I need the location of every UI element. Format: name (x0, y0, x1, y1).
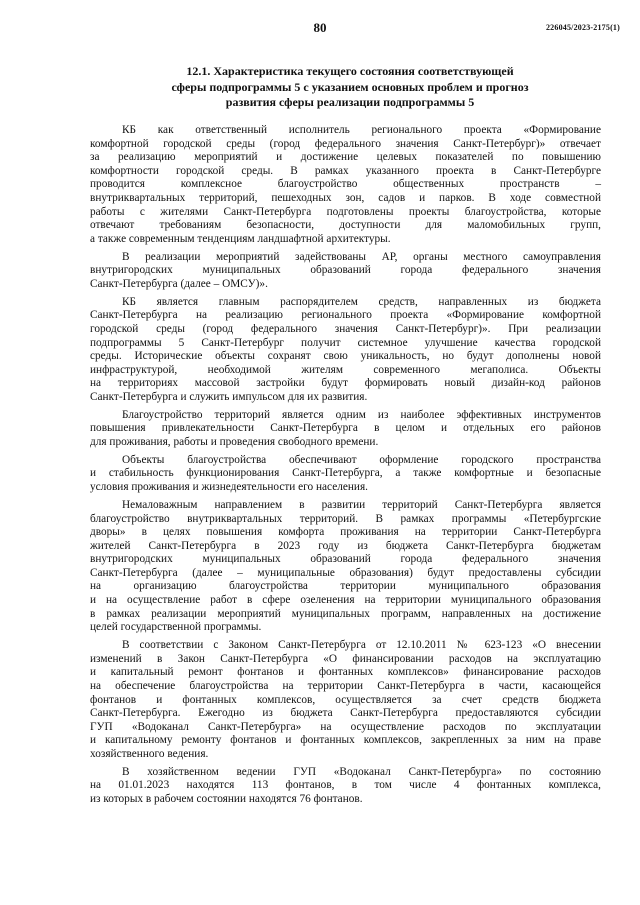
paragraph-line: комфортности городской среды. В рамках указанного проекта в Санкт-Петербурге (90, 164, 601, 177)
paragraph-line: из которых в рабочем состоянии находятся 76 фонтанов. (90, 792, 363, 805)
paragraph-line: городской среды (город федерального значения Санкт-Петербург)». При реализации (90, 322, 601, 335)
paragraph-line: жителей Санкт-Петербурга в 2023 году из бюджета Санкт-Петербурга бюджетам (90, 539, 601, 552)
paragraph-line: ГУП «Водоканал Санкт-Петербурга» на осуществление расходов по эксплуатации (90, 720, 601, 733)
section-title (140, 64, 560, 111)
paragraph-line: и капитальному ремонту фонтанов и фонтанных комплексов, закрепленных за ним на праве (90, 734, 601, 747)
paragraph-line: проводится комплексное благоустройство общественных пространств – (90, 178, 601, 191)
paragraph-line: и капитальный ремонт фонтанов и фонтанных комплексов» финансирование расходов (90, 666, 601, 679)
paragraph-line: инфраструктурой, необходимой жителям современного мегаполиса. Объекты (90, 363, 601, 376)
paragraph (90, 409, 601, 450)
paragraph-line: В реализации мероприятий задействованы АР, органы местного самоуправления (122, 250, 601, 263)
paragraph-line: Благоустройство территорий является одним из наиболее эффективных инструментов (122, 408, 601, 421)
paragraph-line: изменений в Закон Санкт-Петербурга «О финансировании расходов на эксплуатацию (90, 652, 601, 665)
paragraph (90, 499, 601, 635)
paragraph-line: целей государственной программы. (90, 621, 262, 634)
paragraph-line: комфортной городской среды (город федерального значения Санкт-Петербург)» отвечает (90, 137, 601, 150)
paragraph-line: Немаловажным направлением в развитии территорий Санкт-Петербурга является (122, 498, 601, 511)
body-text (90, 124, 601, 811)
paragraph-line: В хозяйственном ведении ГУП «Водоканал Санкт-Петербурга» по состоянию (122, 765, 601, 778)
paragraph-line: для проживания, работы и проведения свободного времени. (90, 435, 379, 448)
paragraph-line: внутригородских муниципальных образований города федерального значения (90, 553, 601, 566)
paragraph-line: дворы» в целях повышения комфорта проживания на территории Санкт-Петербурга (90, 526, 601, 539)
paragraph (90, 454, 601, 495)
paragraph-line: и на осуществление работ в сфере озеленения на территории муниципального образования (90, 594, 601, 607)
paragraph-line: В соответствии с Законом Санкт-Петербурга от 12.10.2011 № 623-123 «О внесении (122, 639, 601, 652)
paragraph-line: в рамках реализации мероприятий муниципальных программ, направленных на достижение (90, 607, 601, 620)
paragraph-line: Санкт-Петербурга (далее – муниципальные образования) будут предоставлены субсидии (90, 566, 601, 579)
page-number: 80 (313, 20, 327, 35)
paragraph-line: а также современным тенденциям ландшафтной архитектуры. (90, 232, 391, 245)
paragraph-line: условия проживания и жизнедеятельности его населения. (90, 481, 368, 494)
paragraph-line: Санкт-Петербурга. Ежегодно из бюджета Санкт-Петербурга предоставляются субсидии (90, 707, 601, 720)
paragraph-line: Санкт-Петербурга на реализацию регионального проекта «Формирование комфортной (90, 309, 601, 322)
paragraph-line: фонтанов и фонтанных комплексов, осуществляется за счет средств бюджета (90, 693, 601, 706)
paragraph (90, 766, 601, 807)
paragraph-line: Объекты благоустройства обеспечивают оформление городского пространства (122, 453, 601, 466)
paragraph-line: Санкт-Петербурга (далее – ОМСУ)». (90, 277, 268, 290)
paragraph-line: повышения привлекательности Санкт-Петербурга в целом и отдельных его районов (90, 422, 601, 435)
section-title-line: развития сферы реализации подпрограммы 5 (225, 95, 475, 109)
paragraph-line: работы с жителями Санкт-Петербурга подготовлены проекты благоустройства, которые (90, 205, 601, 218)
paragraph (90, 639, 601, 761)
paragraph (90, 296, 601, 405)
paragraph-line: на территориях массовой застройки будут формировать новый дизайн-код районов (90, 377, 601, 390)
paragraph-line: за реализацию мероприятий и достижение целевых показателей по повышению (90, 151, 601, 164)
document-code: 226045/2023-2175(1) (545, 23, 620, 32)
paragraph-line: КБ является главным распорядителем средств, направленных из бюджета (122, 295, 601, 308)
paragraph-line: на организацию благоустройства территории муниципального образования (90, 580, 601, 593)
paragraph-line: подпрограммы 5 Санкт-Петербург получит системное улучшение качества городской (90, 336, 601, 349)
paragraph-line: благоустройство внутриквартальных территорий. В рамках программы «Петербургские (90, 512, 601, 525)
paragraph-line: и стабильность функционирования Санкт-Петербурга, а также комфортные и безопасные (90, 467, 601, 480)
section-title-line: 12.1. Характеристика текущего состояния соответствующей (186, 64, 514, 78)
paragraph-line: на обеспечение благоустройства на территории Санкт-Петербурга в части, касающейся (90, 679, 601, 692)
paragraph (90, 124, 601, 246)
paragraph-line: отвечают требованиям безопасности, доступности для маломобильных групп, (90, 219, 601, 232)
paragraph-line: среды. Исторические объекты сохранят свою уникальность, но будут дополнены новой (90, 350, 601, 363)
paragraph-line: хозяйственного ведения. (90, 747, 209, 760)
paragraph-line: внутригородских муниципальных образований города федерального значения (90, 264, 601, 277)
paragraph-line: КБ как ответственный исполнитель регионального проекта «Формирование (122, 124, 601, 136)
section-title-line: сферы подпрограммы 5 с указанием основных проблем и прогноз (171, 79, 529, 94)
paragraph-line: внутриквартальных территорий, пешеходных зон, садов и парков. В ходе совместной (90, 191, 601, 204)
paragraph (90, 251, 601, 292)
paragraph-line: Санкт-Петербурга и служить импульсом для их развития. (90, 390, 368, 403)
paragraph-line: на 01.01.2023 находятся 113 фонтанов, в том числе 4 фонтанных комплекса, (90, 779, 601, 792)
